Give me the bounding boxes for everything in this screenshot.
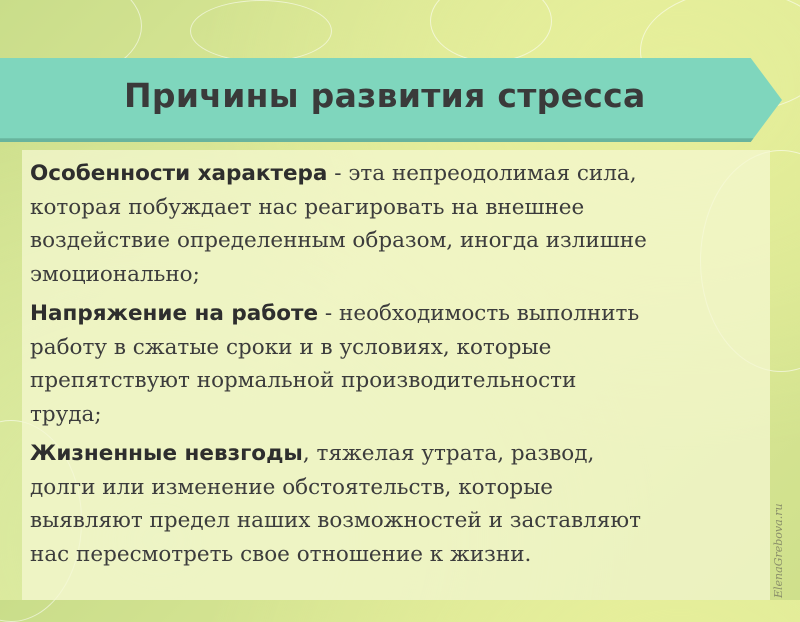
- paragraph-life-hardships: [30, 437, 770, 571]
- paragraph-line: выявляют предел наших возможностей и заставляют: [30, 508, 641, 533]
- slide-title: Причины развития стресса: [124, 76, 646, 115]
- background-swirl: [430, 0, 552, 62]
- paragraph-line: работу в сжатые сроки и в условиях, которые: [30, 334, 552, 360]
- paragraph-line: , тяжелая утрата, развод,: [302, 441, 595, 466]
- paragraph-work-tension: [30, 297, 770, 431]
- watermark: ElenaGrebova.ru: [772, 503, 785, 598]
- paragraph-line: эмоционально;: [30, 261, 200, 287]
- background-swirl: [190, 0, 332, 62]
- paragraph-line: - необходимость выполнить: [318, 301, 640, 326]
- term-work-tension: Напряжение на работе: [30, 301, 319, 326]
- slide-content: [30, 157, 770, 577]
- paragraph-line: долги или изменение обстоятельств, которые: [30, 474, 554, 500]
- paragraph-line: воздействие определенным образом, иногда излишне: [30, 228, 647, 253]
- paragraph-character: [30, 157, 770, 291]
- paragraph-line: - эта непреодолимая сила,: [327, 161, 637, 186]
- paragraph-line: нас пересмотреть свое отношение к жизни.: [30, 541, 532, 567]
- paragraph-line: препятствуют нормальной производительности: [30, 368, 577, 393]
- paragraph-line: которая побуждает нас реагировать на внешнее: [30, 194, 585, 220]
- paragraph-line: труда;: [30, 401, 102, 427]
- term-character: Особенности характера: [30, 161, 328, 186]
- term-life-hardships: Жизненные невзгоды: [30, 441, 303, 466]
